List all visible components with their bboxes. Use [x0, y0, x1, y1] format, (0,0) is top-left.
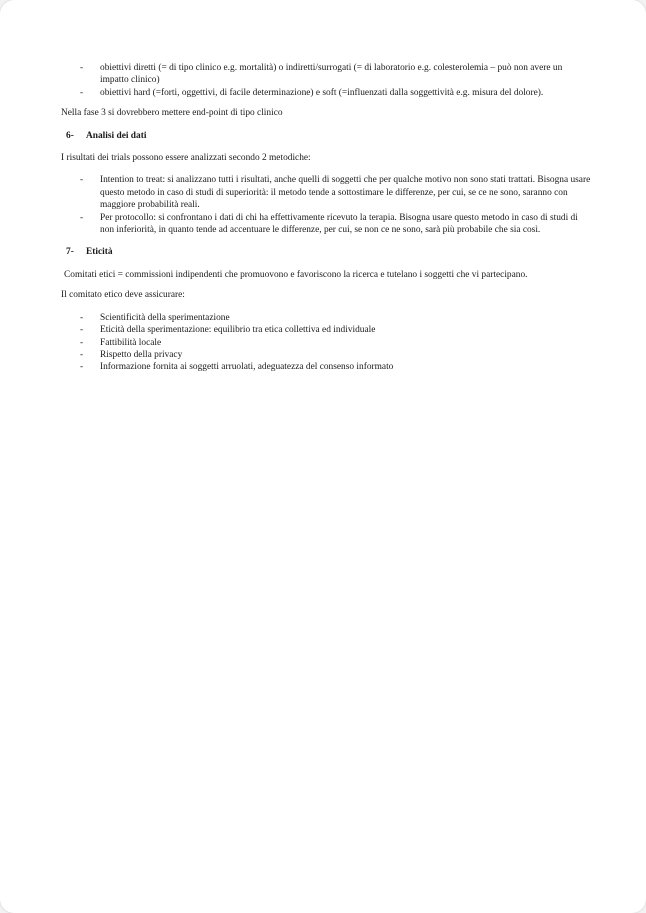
ethics-requirements-list — [61, 312, 591, 374]
list-item — [61, 337, 591, 349]
dash-bullet: - — [80, 312, 84, 323]
analysis-intro: I risultati dei trials possono essere analizzati secondo 2 metodiche: — [61, 153, 311, 164]
document-content — [61, 62, 591, 374]
list-item-text: Eticità della sperimentazione: equilibrio tra etica collettiva ed individuale — [100, 325, 376, 336]
ethics-committee-definition: Comitati etici = commissioni indipendenti che promuovono e favoriscono la ricerca e tutelano i soggetti che vi partecipano. — [64, 269, 528, 280]
analysis-methods-list — [61, 174, 591, 236]
list-item-text: obiettivi hard (=forti, oggettivi, di facile determinazione) e soft (=influenzati dalla soggettività e.g. misura del dolore). — [100, 87, 544, 98]
list-item-text: Fattibilità locale — [100, 337, 162, 348]
dash-bullet: - — [80, 337, 84, 348]
dash-bullet: - — [80, 175, 84, 186]
section-title: Analisi dei dati — [86, 130, 147, 141]
section-number: 6- — [66, 130, 74, 141]
ethics-intro: Il comitato etico deve assicurare: — [61, 290, 185, 301]
dash-bullet: - — [80, 349, 84, 360]
section-title: Eticità — [86, 247, 113, 258]
dash-bullet: - — [80, 87, 84, 98]
list-item — [61, 212, 591, 237]
list-item — [61, 324, 591, 336]
phase3-note: Nella fase 3 si dovrebbero mettere end-point di tipo clinico — [61, 108, 283, 119]
dash-bullet: - — [80, 212, 84, 223]
list-item — [61, 87, 591, 99]
list-item — [61, 349, 591, 361]
dash-bullet: - — [80, 325, 84, 336]
list-item-text: Informazione fornita ai soggetti arruolati, adeguatezza del consenso informato — [100, 362, 394, 373]
list-item-text: obiettivi diretti (= di tipo clinico e.g. mortalità) o indiretti/surrogati (= di laboratorio e.g. colesterolemia – può non avere un impatto clinico) — [100, 63, 563, 86]
list-item — [61, 361, 591, 373]
endpoint-list — [61, 62, 591, 99]
list-item-text: Per protocollo: si confrontano i dati di chi ha effettivamente ricevuto la terapia. Bisogna usare questo metodo in caso di studi di non inferiorità, in quanto tende ad accentuare le differenze, per cui, se non ce ne sono, sarà più probabile che sia così. — [100, 212, 578, 236]
list-item — [61, 312, 591, 324]
section-number: 7- — [66, 247, 74, 258]
section-heading-analisi — [61, 130, 591, 142]
list-item-text: Rispetto della privacy — [100, 349, 183, 360]
list-item — [61, 174, 591, 211]
list-item — [61, 62, 591, 87]
list-item-text: Intention to treat: si analizzano tutti i risultati, anche quelli di soggetti che per qualche motivo non sono stati trattati. Bisogna usare questo metodo in caso di studi di superiorità: il metodo tende a sottostimare le differenze, per cui, se ce ne sono, saranno con maggiore probabilità reali. — [100, 175, 591, 211]
dash-bullet: - — [80, 362, 84, 373]
section-heading-eticita — [61, 246, 591, 258]
list-item-text: Scientificità della sperimentazione — [100, 312, 230, 323]
dash-bullet: - — [80, 63, 84, 73]
